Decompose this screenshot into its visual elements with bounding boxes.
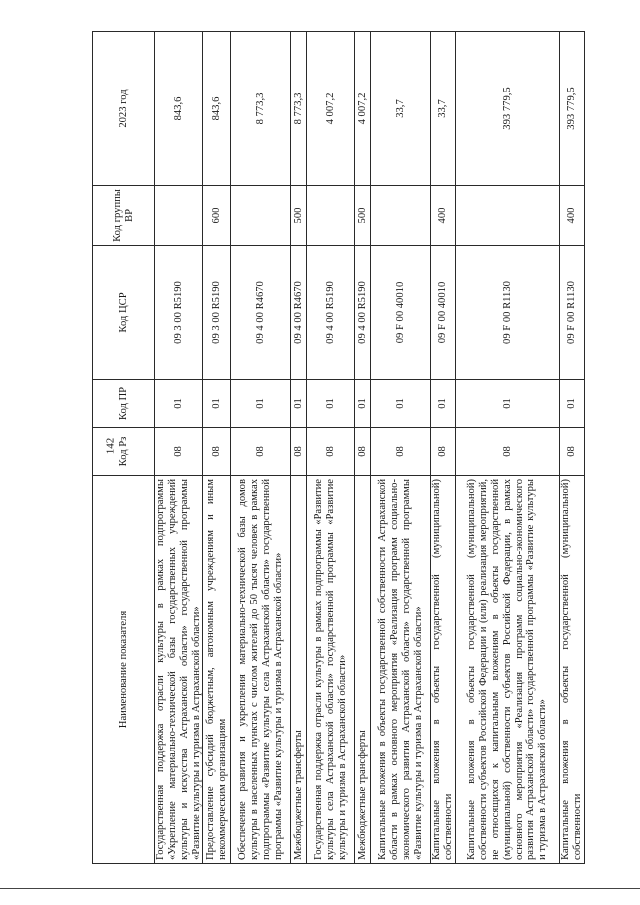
table-row	[431, 32, 456, 864]
table-row	[231, 32, 291, 864]
row-csr: 09 F 00 40010	[431, 246, 456, 380]
row-amount: 8 773,3	[231, 32, 291, 186]
row-amount: 843,6	[155, 32, 203, 186]
table-header-row	[93, 32, 155, 864]
row-vr	[307, 186, 355, 246]
header-pr: Код ПР	[93, 380, 155, 428]
row-amount: 4 007,2	[355, 32, 371, 186]
rotated-page-content	[92, 32, 582, 864]
row-pr: 01	[560, 380, 585, 428]
header-csr: Код ЦСР	[93, 246, 155, 380]
row-name: Межбюджетные трансферты	[291, 476, 307, 864]
row-rz: 08	[560, 428, 585, 476]
row-vr	[456, 186, 560, 246]
row-rz: 08	[203, 428, 231, 476]
row-csr: 09 4 00 R4670	[291, 246, 307, 380]
row-rz: 08	[456, 428, 560, 476]
row-pr: 01	[456, 380, 560, 428]
row-pr: 01	[371, 380, 431, 428]
table-row	[203, 32, 231, 864]
row-name: Государственная поддержка отрасли культуры в рамках подпрограммы «Развитие культуры села Астраханской области» государственной программы «Развитие культуры и туризма в Астраханской области»	[307, 476, 355, 864]
table-row	[307, 32, 355, 864]
header-rz: Код Рз	[93, 428, 155, 476]
row-vr	[371, 186, 431, 246]
row-csr: 09 F 00 R1130	[456, 246, 560, 380]
row-name: Обеспечение развития и укрепления материально-технической базы домов культуры в населенных пунктах с числом жителей до 50 тысяч человек в рамках подпрограммы «Развитие культуры села Астраханской области» государственной программы «Развитие культуры и туризма в Астраханской области»	[231, 476, 291, 864]
row-vr: 500	[355, 186, 371, 246]
row-pr: 01	[431, 380, 456, 428]
row-pr: 01	[203, 380, 231, 428]
table-row	[291, 32, 307, 864]
row-amount: 393 779,5	[560, 32, 585, 186]
table-row	[155, 32, 203, 864]
row-rz: 08	[431, 428, 456, 476]
row-amount: 8 773,3	[291, 32, 307, 186]
header-vr: Код группы ВР	[93, 186, 155, 246]
row-rz: 08	[291, 428, 307, 476]
row-vr	[155, 186, 203, 246]
row-pr: 01	[355, 380, 371, 428]
row-csr: 09 3 00 R5190	[203, 246, 231, 380]
row-rz: 08	[307, 428, 355, 476]
row-amount: 843,6	[203, 32, 231, 186]
row-pr: 01	[231, 380, 291, 428]
row-name: Межбюджетные трансферты	[355, 476, 371, 864]
bottom-rule	[0, 888, 640, 889]
row-vr: 400	[560, 186, 585, 246]
row-csr: 09 F 00 40010	[371, 246, 431, 380]
row-name: Капитальные вложения в объекты государственной собственности Астраханской области в рамках основного мероприятия «Реализация программ социально-экономического развития Астраханской области» государственной программы «Развитие культуры и туризма в Астраханской области»	[371, 476, 431, 864]
row-pr: 01	[307, 380, 355, 428]
row-csr: 09 3 00 R5190	[155, 246, 203, 380]
row-vr	[231, 186, 291, 246]
row-rz: 08	[155, 428, 203, 476]
row-amount: 33,7	[431, 32, 456, 186]
row-csr: 09 4 00 R5190	[355, 246, 371, 380]
row-rz: 08	[371, 428, 431, 476]
row-csr: 09 F 00 R1130	[560, 246, 585, 380]
row-amount: 33,7	[371, 32, 431, 186]
row-vr: 600	[203, 186, 231, 246]
table-row	[560, 32, 585, 864]
row-vr: 400	[431, 186, 456, 246]
table-row	[371, 32, 431, 864]
row-name: Капитальные вложения в объекты государственной (муниципальной) собственности субъектов Российской Федерации и (или) реализация мероприятий, не относящихся к капитальным вложениям в объекты государственной (муниципальной) собственности субъектов Российской Федерации, в рамках основного мероприятия «Реализация программ социально-экономического развития Астраханской области» государственной программы «Развитие культуры и туризма в Астраханской области»	[456, 476, 560, 864]
row-name: Капитальные вложения в объекты государственной (муниципальной) собственности	[431, 476, 456, 864]
budget-table	[92, 31, 585, 864]
row-pr: 01	[291, 380, 307, 428]
row-name: Государственная поддержка отрасли культуры в рамках подпрограммы «Укрепление материально-технической базы государственных учреждений культуры и искусства Астраханской области» государственной программы «Развитие культуры и туризма в Астраханской области»	[155, 476, 203, 864]
row-rz: 08	[355, 428, 371, 476]
header-amount: 2023 год	[93, 32, 155, 186]
page-number: 142	[104, 437, 117, 455]
row-rz: 08	[231, 428, 291, 476]
row-csr: 09 4 00 R5190	[307, 246, 355, 380]
row-amount: 4 007,2	[307, 32, 355, 186]
table-row	[456, 32, 560, 864]
header-name: Наименование показателя	[93, 476, 155, 864]
row-name: Капитальные вложения в объекты государственной (муниципальной) собственности	[560, 476, 585, 864]
table-row	[355, 32, 371, 864]
row-name: Предоставление субсидий бюджетным, автономным учреждениям и иным некоммерческим организациям	[203, 476, 231, 864]
row-amount: 393 779,5	[456, 32, 560, 186]
row-vr: 500	[291, 186, 307, 246]
row-csr: 09 4 00 R4670	[231, 246, 291, 380]
row-pr: 01	[155, 380, 203, 428]
